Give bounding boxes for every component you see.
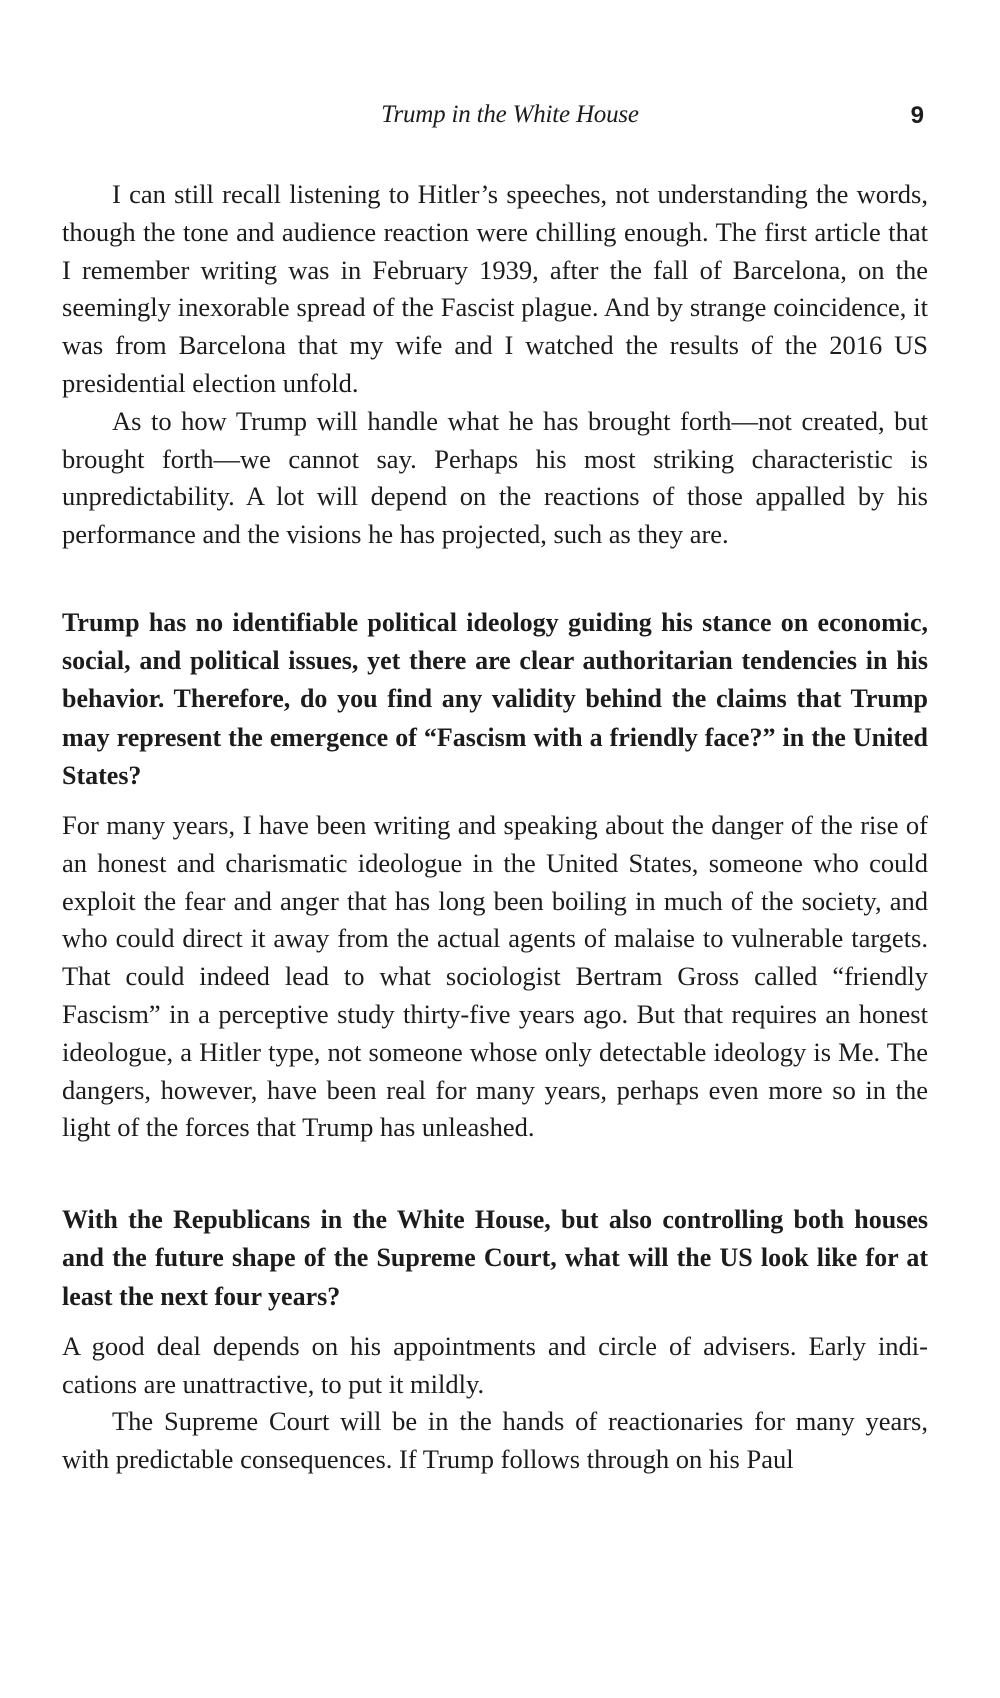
body-text — [62, 176, 928, 1479]
page-header — [62, 98, 928, 138]
paragraph-supreme-court: The Supreme Court will be in the hands of reactionaries for many years, with predictable consequences. If Trump follows through on his Paul — [62, 1406, 928, 1475]
paragraph-trump-unpredictability: As to how Trump will handle what he has brought forth—not created, but brought forth—we cannot say. Perhaps his most striking characteristic is unpredictability. A lot will depend on the reactions of those appalled by his performance and the visions he has projected, such as they are. — [62, 405, 928, 550]
paragraph-hitler-speeches: I can still recall listening to Hitler’s speeches, not understanding the words, though the tone and audience reaction were chilling enough. The first article that I remember writing was in February 1939, after the fall of Barcelona, on the seemingly inexorable spread of the Fascist plague. And by strange coincidence, it was from Barcelona that my wife and I watched the results of the 2016 US presidential election unfold. — [62, 179, 928, 398]
answer-friendly-fascism: For many years, I have been writing and speaking about the danger of the rise of an honest and charismatic ideologue in the United States, someone who could exploit the fear and anger that has long been boiling in much of the society, and who could direct it away from the actual agents of malaise to vulnerable targets. That could indeed lead to what sociologist Bertram Gross called “friendly Fascism” in a perceptive study thirty-five years ago. But that requires an honest ideologue, a Hitler type, not someone whose only detectable ideology is Me. The dangers, however, have been real for many years, perhaps even more so in the light of the forces that Trump has unleashed. — [62, 809, 928, 1143]
answer-appointments: A good deal depends on his appointments and circle of advisers. Early indications are unattractive, to put it mildly. — [62, 1330, 928, 1399]
question-friendly-fascism: Trump has no identifiable political ideology guiding his stance on economic, social, and political issues, yet there are clear authoritarian tendencies in his behavior. Therefore, do you find any validity behind the claims that Trump may represent the emergence of “Fascism with a friendly face?” in the United States? — [62, 607, 928, 790]
running-head: Trump in the White House — [381, 101, 639, 128]
question-next-four-years: With the Republicans in the White House, but also controlling both houses and the future shape of the Supreme Court, what will the US look like for at least the next four years? — [62, 1205, 928, 1311]
page-number: 9 — [910, 102, 924, 129]
